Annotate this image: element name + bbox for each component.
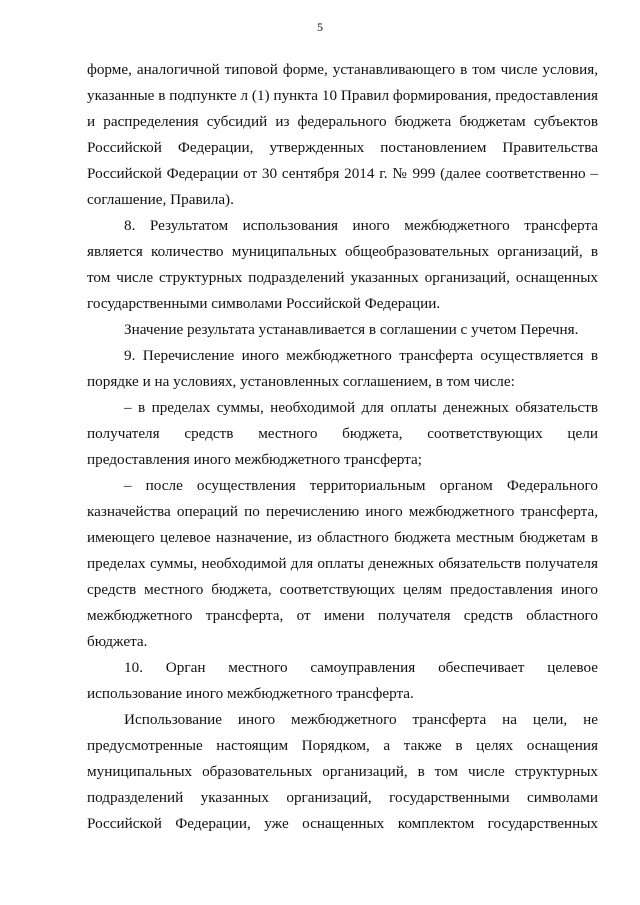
paragraph-result-value: Значение результата устанавливается в соглашении с учетом Перечня. (124, 321, 579, 338)
paragraph-agreement-form: форме, аналогичной типовой форме, устанавливающего в том числе условия, указанные в подпункте л (1) пункта 10 Правил формирования, предоставления и распределения субсидий из федерального бюджета бюджетам субъектов Российской Федерации, утвержденных постановлением Правительства Российской Федерации от 30 сентября 2014 г. № 999 (далее соответственно – соглашение, Правила). (87, 61, 598, 208)
list-item-after-treasury-operations: – после осуществления территориальным органом Федерального казначейства операций по перечислению иного межбюджетного трансферта, имеющего целевое назначение, из областного бюджета местным бюджетам в пределах суммы, необходимой для оплаты денежных обязательств получателя средств местного бюджета, соответствующих целям предоставления иного межбюджетного трансферта, от имени получателя средств областного бюджета. (87, 477, 598, 650)
page-number: 5 (317, 20, 323, 34)
document-body (87, 57, 598, 837)
paragraph-result-of-transfer: 8. Результатом использования иного межбюджетного трансферта является количество муниципальных общеобразовательных организаций, в том числе структурных подразделений указанных организаций, оснащенных государственными символами Российской Федерации. (87, 217, 598, 312)
paragraph-transfer-procedure: 9. Перечисление иного межбюджетного трансферта осуществляется в порядке и на условиях, установленных соглашением, в том числе: (87, 347, 598, 390)
paragraph-misuse-of-transfer: Использование иного межбюджетного трансферта на цели, не предусмотренные настоящим Порядком, а также в целях оснащения муниципальных образовательных организаций, в том числе структурных подразделений указанных организаций, государственными символами Российской Федерации, уже оснащенных комплектом государственных (87, 711, 598, 832)
list-item-within-amount: – в пределах суммы, необходимой для оплаты денежных обязательств получателя средств местного бюджета, соответствующих цели предоставления иного межбюджетного трансферта; (87, 399, 598, 468)
paragraph-targeted-use: 10. Орган местного самоуправления обеспечивает целевое использование иного межбюджетного трансферта. (87, 659, 598, 702)
